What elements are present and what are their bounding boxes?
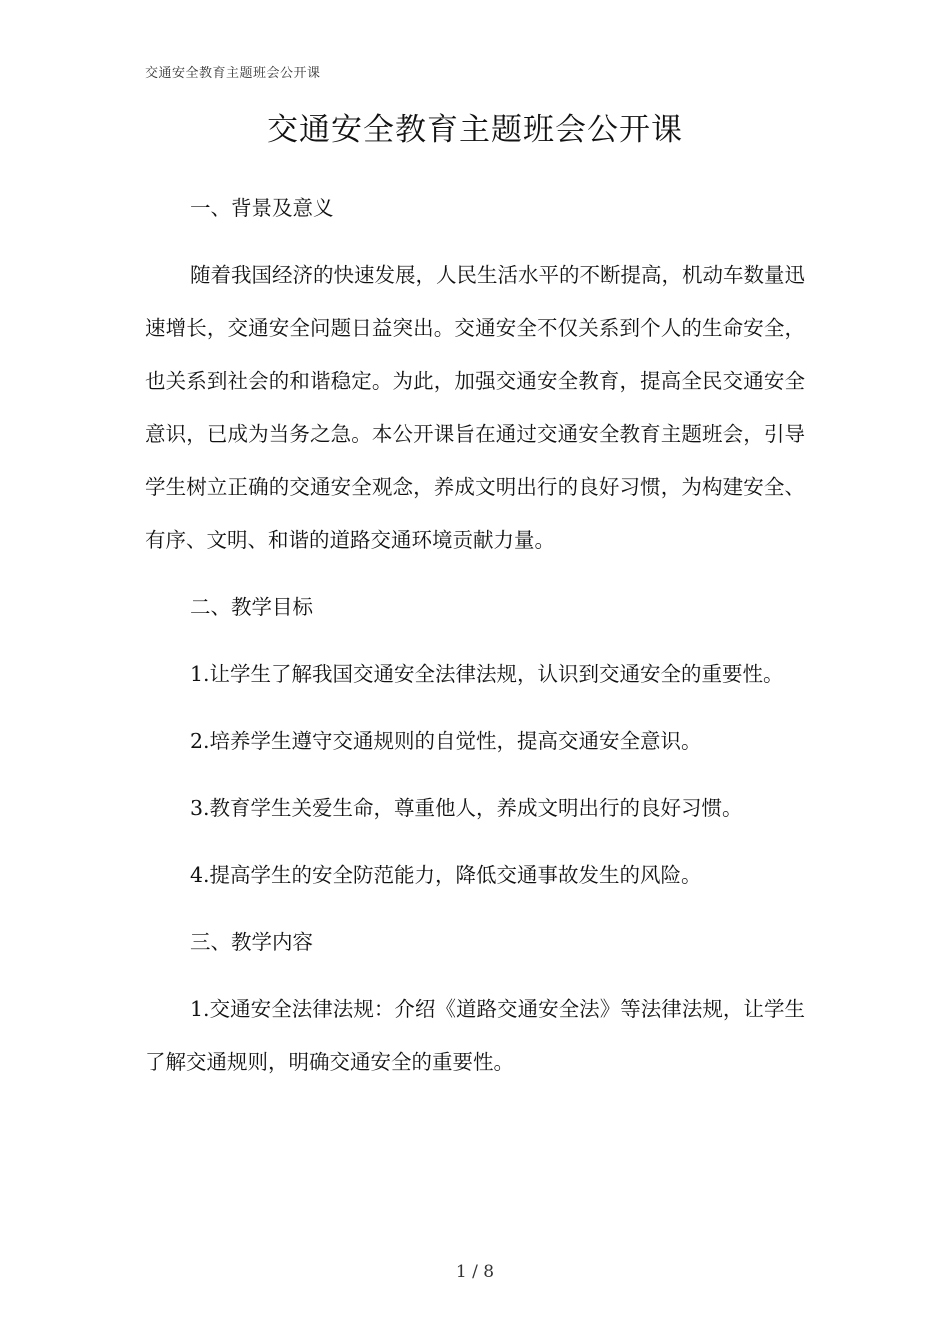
document-body xyxy=(145,182,805,1089)
goal-item-2: 2.培养学生遵守交通规则的自觉性，提高交通安全意识。 xyxy=(190,729,702,753)
document-title: 交通安全教育主题班会公开课 xyxy=(267,112,683,148)
content-item-1: 1.交通安全法律法规：介绍《道路交通安全法》等法律法规，让学生了解交通规则，明确交通安全的重要性。 xyxy=(145,997,805,1074)
running-header: 交通安全教育主题班会公开课 xyxy=(145,66,321,81)
goal-item-4: 4.提高学生的安全防范能力，降低交通事故发生的风险。 xyxy=(190,863,702,887)
goal-item-3: 3.教育学生关爱生命，尊重他人，养成文明出行的良好习惯。 xyxy=(190,796,743,820)
section-heading-goals: 二、教学目标 xyxy=(190,595,313,619)
page-number: 1 / 8 xyxy=(455,1262,495,1282)
goal-item-1: 1.让学生了解我国交通安全法律法规，认识到交通安全的重要性。 xyxy=(190,662,784,686)
section-heading-background: 一、背景及意义 xyxy=(190,196,334,220)
section-heading-content: 三、教学内容 xyxy=(190,930,313,954)
paragraph-background: 随着我国经济的快速发展，人民生活水平的不断提高，机动车数量迅速增长，交通安全问题日益突出。交通安全不仅关系到个人的生命安全，也关系到社会的和谐稳定。为此，加强交通安全教育，提高全民交通安全意识，已成为当务之急。本公开课旨在通过交通安全教育主题班会，引导学生树立正确的交通安全观念，养成文明出行的良好习惯，为构建安全、有序、文明、和谐的道路交通环境贡献力量。 xyxy=(145,263,805,552)
